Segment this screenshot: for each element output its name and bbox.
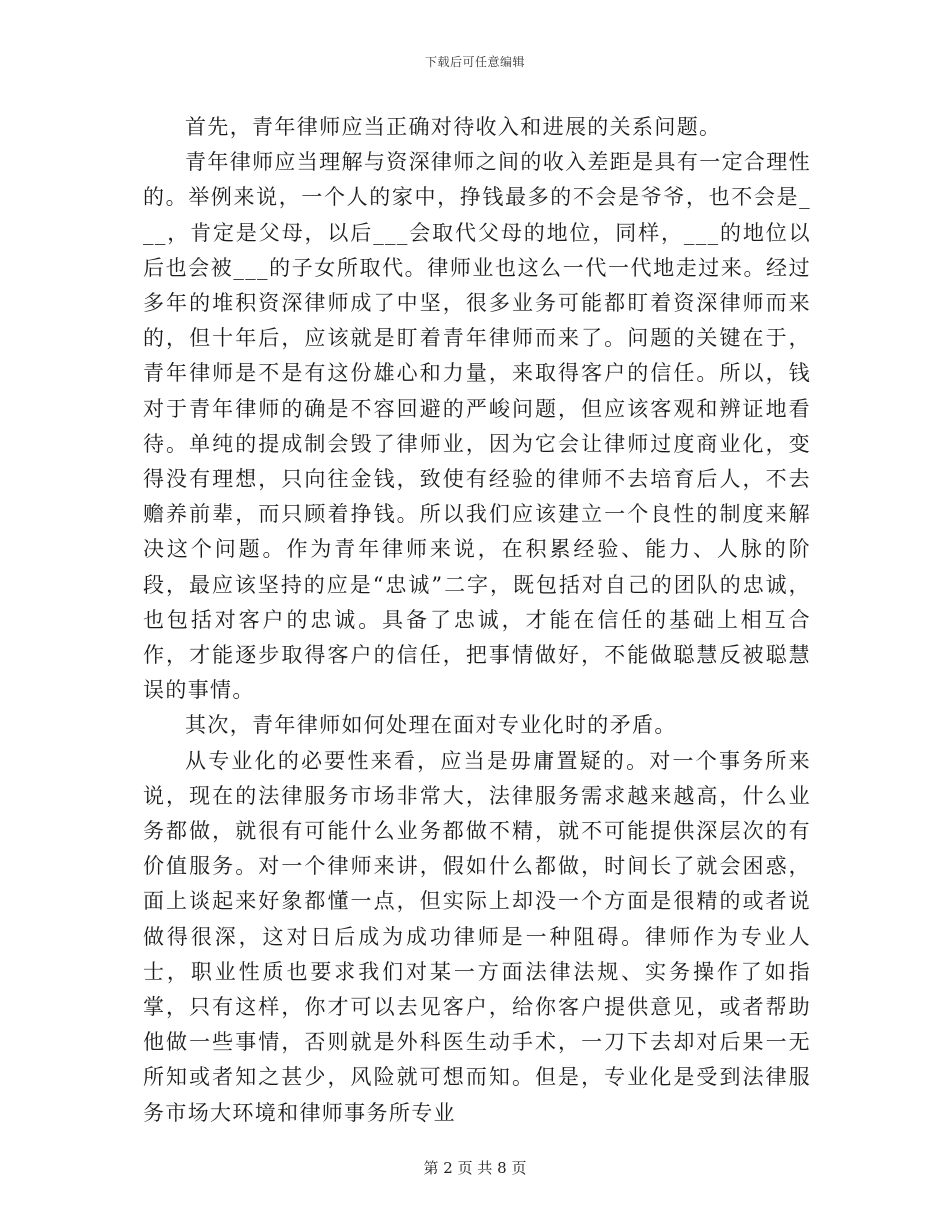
page-number: 第 2 页 共 8 页: [423, 1159, 527, 1177]
paragraph-specialization-body: 从专业化的必要性来看，应当是毋庸置疑的。对一个事务所来说，现在的法律服务市场非常大，法律服务需求越来越高，什么业务都做，就很有可能什么业务都做不精，就不可能提供深层次的有价值服务。对一个律师来讲，假如什么都做，时间长了就会困惑，面上谈起来好象都懂一点，但实际上却没一个方面是很精的或者说做得很深，这对日后成为成功律师是一种阻碍。律师作为专业人士，职业性质也要求我们对某一方面法律法规、实务操作了如指掌，只有这样，你才可以去见客户，给你客户提供意见，或者帮助他做一些事情，否则就是外科医生动手术，一刀下去却对后果一无所知或者知之甚少，风险就可想而知。但是，专业化是受到法律服务市场大环境和律师事务所专业: [143, 748, 811, 1125]
paragraph-specialization-heading: 其次，青年律师如何处理在面对专业化时的矛盾。: [185, 713, 677, 738]
paragraph-income-body: 青年律师应当理解与资深律师之间的收入差距是具有一定合理性的。举例来说，一个人的家中，挣钱最多的不会是爷爷，也不会是___，肯定是父母，以后___会取代父母的地位，同样，___的地位以后也会被___的子女所取代。律师业也这么一代一代地走过来。经过多年的堆积资深律师成了中坚，很多业务可能都盯着资深律师而来的，但十年后，应该就是盯着青年律师而来了。问题的关键在于，青年律师是不是有这份雄心和力量，来取得客户的信任。所以，钱对于青年律师的确是不容回避的严峻问题，但应该客观和辨证地看待。单纯的提成制会毁了律师业，因为它会让律师过度商业化，变得没有理想，只向往金钱，致使有经验的律师不去培育后人，不去赡养前辈，而只顾着挣钱。所以我们应该建立一个良性的制度来解决这个问题。作为青年律师来说，在积累经验、能力、人脉的阶段，最应该坚持的应是“忠诚”二字，既包括对自己的团队的忠诚，也包括对客户的忠诚。具备了忠诚，才能在信任的基础上相互合作，才能逐步取得客户的信任，把事情做好，不能做聪慧反被聪慧误的事情。: [143, 150, 811, 703]
document-body: [143, 110, 811, 1131]
page-header: 下载后可任意编辑: [424, 55, 525, 69]
paragraph-income-heading: 首先，青年律师应当正确对待收入和进展的关系问题。: [185, 115, 722, 139]
